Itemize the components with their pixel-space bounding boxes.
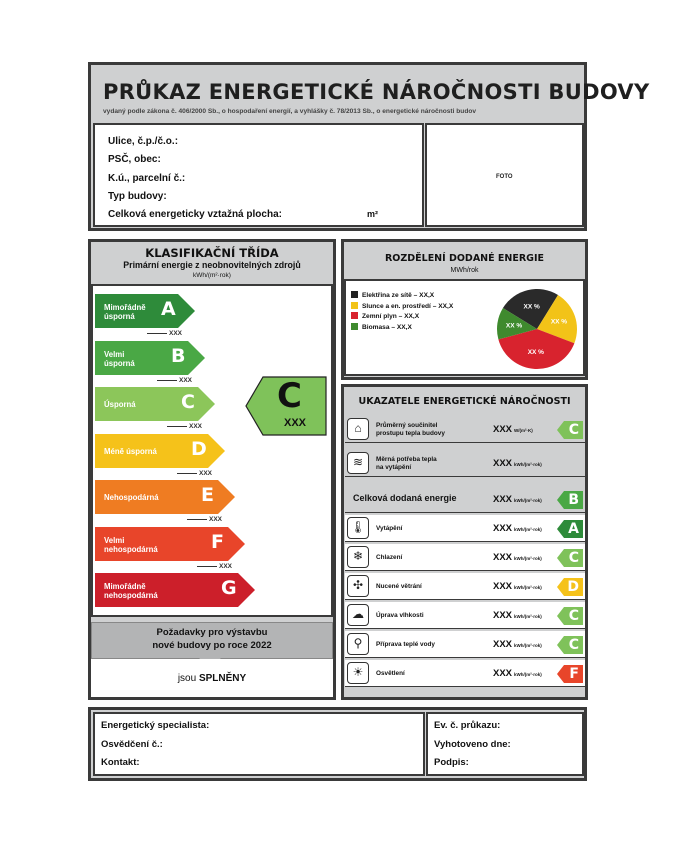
energy-legend-item bbox=[351, 323, 412, 331]
lightbulb-icon: ☀ bbox=[347, 662, 369, 684]
certificate-label: Osvědčení č.: bbox=[101, 739, 163, 750]
street-label: Ulice, č.p./č.o.: bbox=[108, 136, 179, 147]
indicator-row bbox=[345, 631, 585, 658]
indicator-label bbox=[376, 422, 445, 438]
energy-class-letter: A bbox=[161, 298, 176, 320]
signature-label: Podpis: bbox=[434, 757, 469, 768]
indicator-label bbox=[376, 583, 422, 591]
indicator-class-badge bbox=[557, 549, 583, 567]
indicator-label-line: prostupu tepla budovy bbox=[376, 430, 445, 437]
indicator-value-number: XXX bbox=[493, 581, 513, 592]
indicator-label-line: Celková dodaná energie bbox=[353, 493, 457, 503]
energy-class-letter: E bbox=[201, 484, 214, 506]
indicator-class-letter: D bbox=[567, 579, 579, 595]
heating-icon: 🌡 bbox=[347, 517, 369, 539]
indicator-class-letter: A bbox=[568, 521, 579, 537]
legend-swatch bbox=[351, 312, 358, 319]
indicator-value-unit: kWh/(m²·rok) bbox=[514, 643, 542, 648]
classification-unit: kWh/(m²·rok) bbox=[193, 272, 231, 279]
requirement-result-value: SPLNĚNY bbox=[198, 673, 247, 684]
energy-legend-item bbox=[351, 312, 419, 320]
heat-need-icon: ≋ bbox=[347, 452, 369, 474]
legend-swatch bbox=[351, 323, 358, 330]
indicators-title: UKAZATELE ENERGETICKÉ NÁROČNOSTI bbox=[358, 396, 571, 407]
indicator-value bbox=[493, 552, 542, 563]
indicator-label bbox=[376, 525, 402, 533]
indicator-label bbox=[376, 612, 424, 620]
pie-slice-label: XX % bbox=[550, 318, 568, 326]
energy-class-label bbox=[104, 536, 158, 554]
energy-pie-chart bbox=[495, 287, 579, 371]
energy-class-d bbox=[95, 434, 226, 468]
fan-icon: ✣ bbox=[347, 575, 369, 597]
energy-class-label bbox=[104, 350, 135, 368]
energy-class-label-line: úsporná bbox=[104, 359, 135, 368]
legend-label: Biomasa – XX,X bbox=[362, 323, 412, 331]
indicator-value-number: XXX bbox=[493, 458, 513, 469]
energy-class-label-line: Úsporná bbox=[104, 400, 136, 409]
indicator-value bbox=[493, 458, 542, 469]
energy-class-b bbox=[95, 341, 206, 375]
indicator-row bbox=[345, 450, 585, 477]
energy-class-label bbox=[104, 582, 158, 600]
parcel-label: K.ú., parcelní č.: bbox=[108, 173, 186, 184]
indicator-value-number: XXX bbox=[493, 639, 513, 650]
rating-value: XXX bbox=[284, 417, 307, 429]
indicator-value bbox=[493, 523, 542, 534]
energy-class-letter: C bbox=[181, 391, 195, 413]
energy-class-c bbox=[95, 387, 216, 421]
building-icon: ⌂ bbox=[347, 418, 369, 440]
indicator-value bbox=[493, 668, 542, 679]
class-boundary-value: XXX bbox=[147, 330, 182, 337]
page-subtitle: vydaný podle zákona č. 406/2000 Sb., o hospodaření energií, a vyhlášky č. 78/2013 Sb., o energetické náročnosti budov bbox=[103, 108, 477, 115]
indicator-class-letter: F bbox=[569, 666, 579, 682]
requirement-result bbox=[91, 673, 333, 684]
energy-class-letter: F bbox=[211, 531, 224, 553]
indicator-value-unit: kWh/(m²·rok) bbox=[514, 585, 542, 590]
energy-legend-item bbox=[351, 291, 434, 299]
indicator-value-number: XXX bbox=[493, 523, 513, 534]
indicator-label-line: Úprava vlhkosti bbox=[376, 612, 424, 619]
legend-swatch bbox=[351, 302, 358, 309]
indicator-row bbox=[345, 486, 585, 513]
classification-subtitle: Primární energie z neobnovitelných zdrojů bbox=[123, 260, 301, 270]
indicator-row bbox=[345, 515, 585, 542]
page-title: PRŮKAZ ENERGETICKÉ NÁROČNOSTI BUDOVY bbox=[103, 80, 650, 104]
indicator-label-line: Osvětlení bbox=[376, 670, 405, 677]
indicator-label bbox=[376, 641, 435, 649]
indicator-class-badge bbox=[557, 636, 583, 654]
indicator-value-unit: W/(m²·K) bbox=[514, 428, 533, 433]
cooling-icon: ❄ bbox=[347, 546, 369, 568]
record-number-label: Ev. č. průkazu: bbox=[434, 720, 501, 731]
indicator-value bbox=[493, 494, 542, 505]
requirement-result-prefix: jsou bbox=[177, 673, 197, 684]
energy-class-label-line: Mimořádně bbox=[104, 582, 146, 591]
energy-class-label-line: Velmi bbox=[104, 536, 125, 545]
pie-slice-label: XX % bbox=[505, 322, 523, 330]
indicator-value bbox=[493, 610, 542, 621]
indicator-class-letter: C bbox=[568, 550, 579, 566]
requirement-line-1: Požadavky pro výstavbu bbox=[156, 627, 268, 638]
indicator-class-letter: C bbox=[568, 637, 579, 653]
indicator-value-unit: kWh/(m²·rok) bbox=[514, 614, 542, 619]
energy-class-letter: G bbox=[221, 577, 237, 599]
energy-class-letter: B bbox=[171, 345, 186, 367]
pie-slice-label: XX % bbox=[523, 303, 540, 311]
indicator-row bbox=[345, 544, 585, 571]
indicator-class-badge bbox=[557, 578, 583, 596]
indicator-value bbox=[493, 581, 542, 592]
energy-class-letter: D bbox=[191, 438, 207, 460]
energy-class-label-line: nehospodárná bbox=[104, 591, 158, 600]
indicator-value-number: XXX bbox=[493, 424, 513, 435]
energy-class-label-line: Méně úsporná bbox=[104, 447, 157, 456]
energy-split-title: ROZDĚLENÍ DODANÉ ENERGIE bbox=[384, 253, 544, 264]
issued-date-label: Vyhotoveno dne: bbox=[434, 739, 511, 750]
indicator-row bbox=[345, 660, 585, 687]
indicator-value-number: XXX bbox=[493, 494, 513, 505]
indicator-value-number: XXX bbox=[493, 610, 513, 621]
rating-arrow bbox=[245, 376, 327, 436]
city-label: PSČ, obec: bbox=[108, 154, 161, 165]
indicator-label-line: Příprava teplé vody bbox=[376, 641, 435, 648]
class-boundary-value: XXX bbox=[167, 423, 202, 430]
legend-swatch bbox=[351, 291, 358, 298]
indicator-label-line: Průměrný součinitel bbox=[376, 422, 438, 429]
indicator-label-line: Nucené větrání bbox=[376, 583, 422, 590]
indicator-row bbox=[345, 573, 585, 600]
indicator-class-badge bbox=[557, 520, 583, 538]
indicator-row bbox=[345, 416, 585, 443]
indicator-class-letter: C bbox=[568, 608, 579, 624]
indicator-label-line: Chlazení bbox=[376, 554, 403, 561]
class-boundary-value: XXX bbox=[197, 563, 232, 570]
indicator-value-unit: kWh/(m²·rok) bbox=[514, 527, 542, 532]
class-boundary-value: XXX bbox=[157, 377, 192, 384]
indicator-label bbox=[376, 456, 437, 472]
energy-class-label-line: nehospodárná bbox=[104, 545, 158, 554]
humidity-icon: ☁ bbox=[347, 604, 369, 626]
energy-class-label bbox=[104, 303, 146, 321]
indicator-class-letter: C bbox=[568, 422, 579, 438]
indicator-value bbox=[493, 639, 542, 650]
indicator-row bbox=[345, 602, 585, 629]
energy-split-unit: MWh/rok bbox=[450, 267, 479, 274]
water-tap-icon: ⚲ bbox=[347, 633, 369, 655]
class-boundary-value: XXX bbox=[187, 516, 222, 523]
energy-class-label-line: úsporná bbox=[104, 312, 135, 321]
indicator-label-line: na vytápění bbox=[376, 464, 412, 471]
requirement-line-2: nové budovy po roce 2022 bbox=[152, 640, 272, 651]
energy-class-label bbox=[104, 493, 159, 502]
indicator-value bbox=[493, 424, 533, 435]
energy-class-g bbox=[95, 573, 256, 607]
legend-label: Elektřina ze sítě – XX,X bbox=[362, 292, 435, 299]
indicator-class-badge bbox=[557, 607, 583, 625]
building-type-label: Typ budovy: bbox=[108, 191, 167, 202]
photo-placeholder: FOTO bbox=[496, 174, 513, 180]
indicator-label-line: Měrná potřeba tepla bbox=[376, 456, 437, 463]
indicator-value-number: XXX bbox=[493, 668, 513, 679]
classification-title: KLASIFIKAČNÍ TŘÍDA bbox=[145, 246, 279, 260]
contact-label: Kontakt: bbox=[101, 757, 140, 768]
indicator-class-badge bbox=[557, 491, 583, 509]
indicator-value-unit: kWh/(m²·rok) bbox=[514, 462, 542, 467]
indicator-class-badge bbox=[557, 665, 583, 683]
indicator-label bbox=[376, 670, 405, 678]
indicator-value-number: XXX bbox=[493, 552, 513, 563]
class-boundary-value: XXX bbox=[177, 470, 212, 477]
indicator-value-unit: kWh/(m²·rok) bbox=[514, 672, 542, 677]
energy-class-label bbox=[104, 447, 157, 456]
area-label: Celková energeticky vztažná plocha: bbox=[108, 209, 282, 220]
pie-slice-label: XX % bbox=[527, 349, 544, 357]
indicator-class-badge bbox=[557, 421, 583, 439]
indicator-class-letter: B bbox=[568, 492, 579, 508]
energy-class-label bbox=[104, 400, 136, 409]
rating-letter: C bbox=[277, 376, 302, 416]
energy-class-label-line: Nehospodárná bbox=[104, 493, 159, 502]
indicator-label bbox=[376, 554, 402, 562]
energy-class-label-line: Velmi bbox=[104, 350, 125, 359]
indicator-value-unit: kWh/(m²·rok) bbox=[514, 556, 542, 561]
legend-label: Zemní plyn – XX,X bbox=[362, 313, 420, 320]
energy-class-f bbox=[95, 527, 246, 561]
legend-label: Slunce a en. prostředí – XX,X bbox=[362, 302, 454, 310]
energy-class-a bbox=[95, 294, 196, 328]
indicator-label-line: Vytápění bbox=[376, 525, 403, 532]
energy-class-label-line: Mimořádně bbox=[104, 303, 146, 312]
energy-class-e bbox=[95, 480, 236, 514]
area-unit: m² bbox=[367, 209, 378, 219]
indicator-label bbox=[353, 494, 457, 502]
indicator-value-unit: kWh/(m²·rok) bbox=[514, 498, 542, 503]
specialist-label: Energetický specialista: bbox=[101, 720, 210, 731]
energy-legend-item bbox=[351, 302, 453, 310]
